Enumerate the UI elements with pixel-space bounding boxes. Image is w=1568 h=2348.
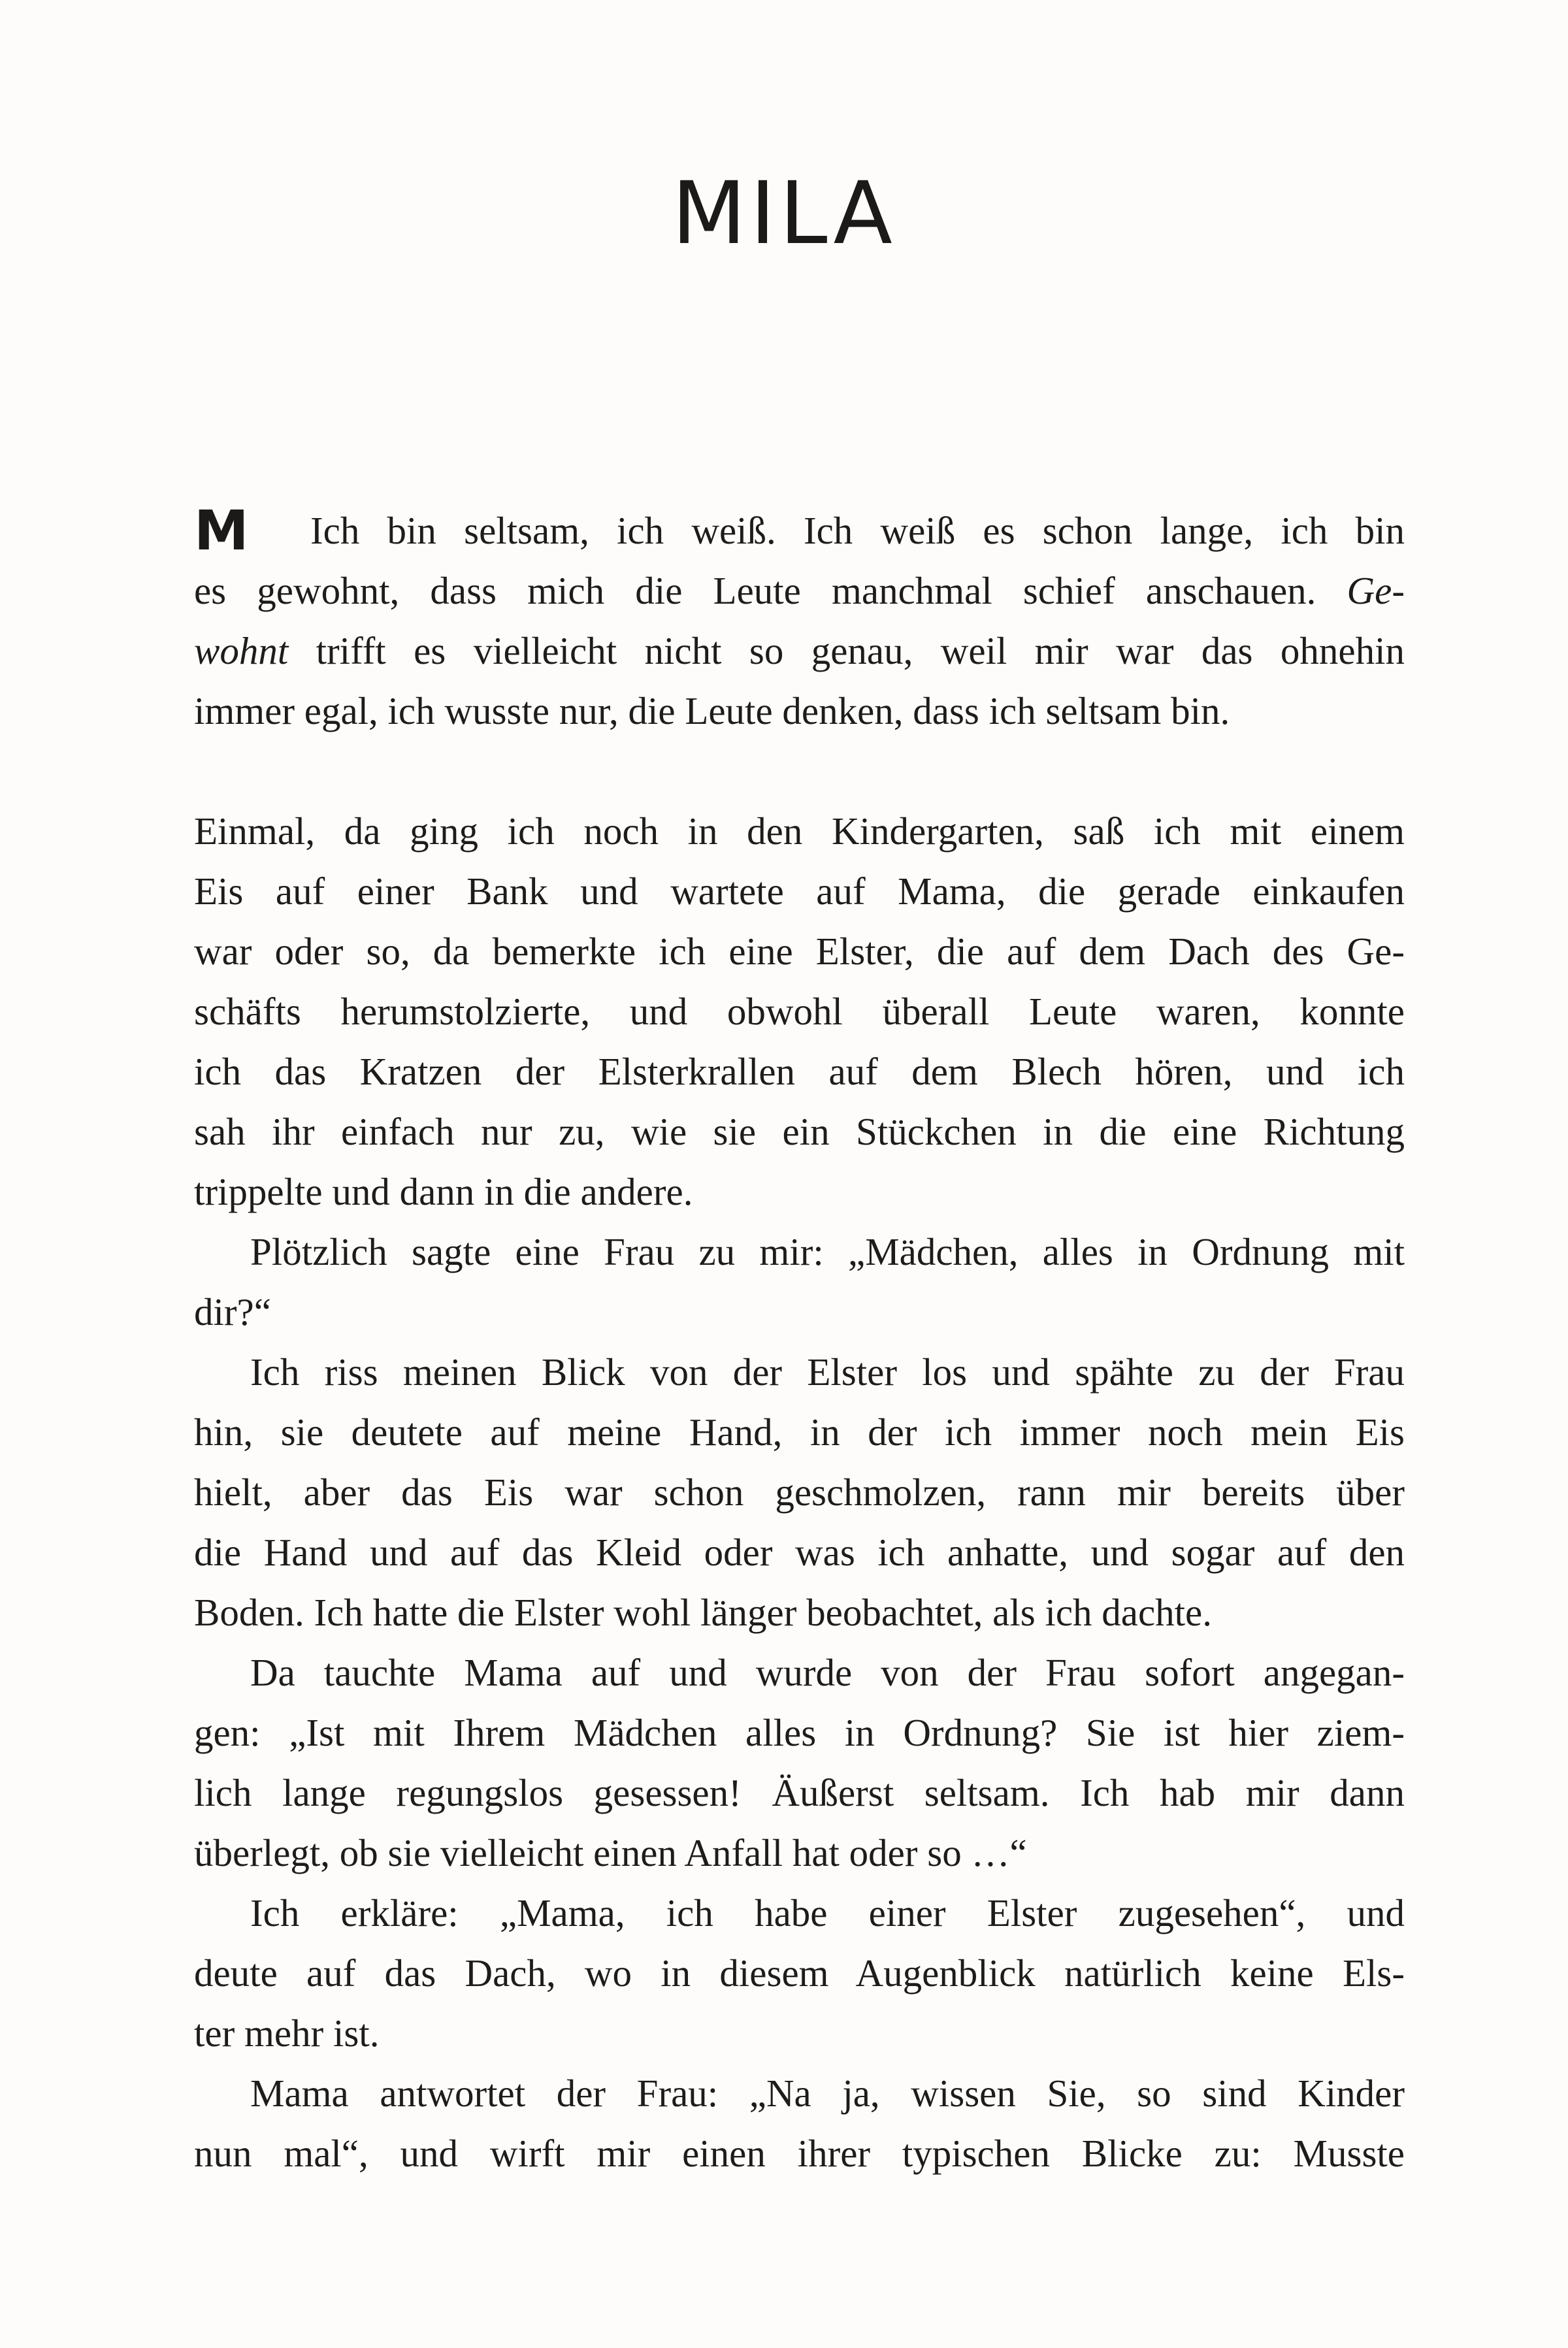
- text-segment: Plötzlich sagte eine Frau zu mir: „Mädchen, alles in Ordnung mit: [250, 1230, 1405, 1273]
- text-segment: gen: „Ist mit Ihrem Mädchen alles in Ordnung? Sie ist hier ziem-: [194, 1711, 1405, 1754]
- text-segment: Mama antwortet der Frau: „Na ja, wissen Sie, so sind Kinder: [250, 2072, 1405, 2115]
- text-segment: Ich riss meinen Blick von der Elster los und spähte zu der Frau: [250, 1350, 1405, 1394]
- text-segment: war oder so, da bemerkte ich eine Elster, die auf dem Dach des Ge-: [194, 930, 1405, 973]
- text-segment: immer egal, ich wusste nur, die Leute denken, dass ich seltsam bin.: [194, 689, 1230, 732]
- drop-cap-initial: M: [194, 498, 249, 563]
- text-line: [194, 981, 1405, 1041]
- text-segment: lich lange regungslos gesessen! Äußerst seltsam. Ich hab mir dann: [194, 1771, 1405, 1814]
- text-line: [194, 621, 1405, 681]
- paragraph: [194, 1222, 1405, 1342]
- text-line: [194, 1101, 1405, 1162]
- text-line: [194, 1462, 1405, 1522]
- text-segment: Da tauchte Mama auf und wurde von der Frau sofort angegan-: [250, 1651, 1405, 1694]
- text-segment: ter mehr ist.: [194, 2012, 380, 2055]
- chapter-title: MILA: [672, 163, 896, 264]
- text-segment: deute auf das Dach, wo in diesem Augenblick natürlich keine Els-: [194, 1951, 1405, 1995]
- paragraph: [194, 2063, 1405, 2183]
- text-line: [194, 1041, 1405, 1101]
- text-line: [194, 1703, 1405, 1763]
- emphasized-text: wohnt: [194, 629, 289, 672]
- text-segment: trifft es vielleicht nicht so genau, weil mir war das ohnehin: [288, 629, 1405, 672]
- text-segment: Ich erkläre: „Mama, ich habe einer Elster zugesehen“, und: [250, 1891, 1405, 1934]
- text-line: [194, 1522, 1405, 1582]
- paragraph: [194, 1883, 1405, 2063]
- text-segment: trippelte und dann in die andere.: [194, 1170, 693, 1213]
- text-segment: hielt, aber das Eis war schon geschmolzen, rann mir bereits über: [194, 1471, 1405, 1514]
- text-line: [194, 1342, 1405, 1402]
- text-segment: überlegt, ob sie vielleicht einen Anfall hat oder so …“: [194, 1831, 1027, 1874]
- paragraph: [194, 500, 1405, 741]
- text-line: [194, 1162, 1405, 1222]
- emphasized-text: Ge-: [1347, 569, 1405, 612]
- text-segment: es gewohnt, dass mich die Leute manchmal schief anschauen.: [194, 569, 1347, 612]
- text-segment: nun mal“, und wirft mir einen ihrer typischen Blicke zu: Musste: [194, 2132, 1405, 2175]
- text-line: [194, 2003, 1405, 2063]
- body-text: [194, 500, 1405, 2183]
- text-line: [194, 1883, 1405, 1943]
- text-line: [194, 1282, 1405, 1342]
- text-segment: Ich bin seltsam, ich weiß. Ich weiß es schon lange, ich bin: [310, 509, 1405, 552]
- text-segment: dir?“: [194, 1290, 271, 1333]
- text-line: [194, 500, 1405, 561]
- text-line: [194, 681, 1405, 741]
- text-segment: Boden. Ich hatte die Elster wohl länger beobachtet, als ich dachte.: [194, 1591, 1212, 1634]
- text-line: [194, 861, 1405, 921]
- text-segment: Einmal, da ging ich noch in den Kindergarten, saß ich mit einem: [194, 809, 1405, 853]
- text-segment: schäfts herumstolzierte, und obwohl überall Leute waren, konnte: [194, 990, 1405, 1033]
- text-line: [194, 2063, 1405, 2123]
- text-segment: ich das Kratzen der Elsterkrallen auf dem Blech hören, und ich: [194, 1050, 1405, 1093]
- paragraph: [194, 1342, 1405, 1642]
- text-line: [194, 1823, 1405, 1883]
- text-segment: die Hand und auf das Kleid oder was ich anhatte, und sogar auf den: [194, 1531, 1405, 1574]
- text-segment: Eis auf einer Bank und wartete auf Mama, die gerade einkaufen: [194, 870, 1405, 913]
- text-line: [194, 1763, 1405, 1823]
- text-line: [194, 2123, 1405, 2183]
- text-line: [194, 1222, 1405, 1282]
- text-segment: hin, sie deutete auf meine Hand, in der ich immer noch mein Eis: [194, 1410, 1405, 1454]
- text-line: [194, 1582, 1405, 1642]
- text-line: [194, 1402, 1405, 1462]
- text-line: [194, 561, 1405, 621]
- text-segment: sah ihr einfach nur zu, wie sie ein Stückchen in die eine Richtung: [194, 1110, 1405, 1153]
- text-line: [194, 1642, 1405, 1703]
- text-line: [194, 801, 1405, 861]
- text-line: [194, 1943, 1405, 2003]
- paragraph: [194, 801, 1405, 1222]
- paragraph: [194, 1642, 1405, 1883]
- text-line: [194, 921, 1405, 981]
